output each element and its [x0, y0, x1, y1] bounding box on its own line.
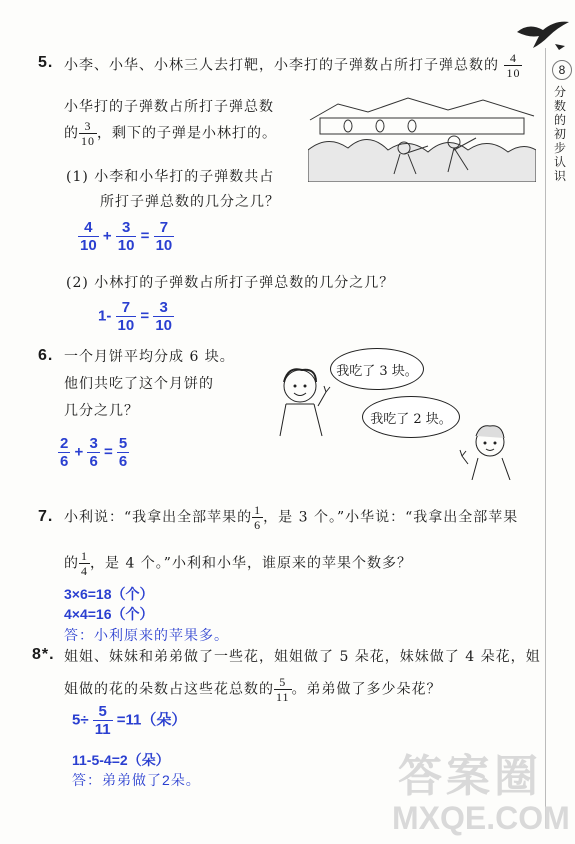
q8-line2: 姐做的花的朵数占这些花总数的 $\frac{5}{11}$ 。弟弟做了多少朵花？ — [64, 675, 442, 704]
q7-answer-1: 3×6=18（个） — [64, 586, 154, 602]
q8-fraction: $\frac{5}{11}$ — [276, 675, 290, 704]
q8-line1: 姐姐、妹妹和弟弟做了一些花，姐姐做了 5 朵花，妹妹做了 4 朵花，姐 — [64, 649, 541, 665]
q5-line2b: 的 $\frac{3}{10}$ ，剩下的子弹是小林打的。 — [64, 119, 277, 148]
girl-illustration — [456, 418, 522, 480]
q6-number: 6. — [38, 347, 54, 364]
bird-icon — [515, 18, 571, 54]
q5-sub1-b: 所打子弹总数的几分之几？ — [100, 194, 280, 210]
q7-number: 7. — [38, 508, 54, 525]
q7-answer-2: 4×4=16（个） — [64, 606, 154, 622]
shooting-range-illustration — [308, 90, 536, 182]
q7-line2: 的 $\frac{1}{4}$ ，是 4 个。”小利和小华，谁原来的苹果个数多？ — [64, 549, 412, 578]
q5-fraction-1: $\frac{4}{10}$ — [506, 51, 521, 80]
chapter-number: 8 — [552, 60, 572, 80]
watermark-url: MXQE.COM — [392, 800, 570, 836]
q5-fraction-2: $\frac{3}{10}$ — [81, 119, 95, 148]
q7-fraction-2: $\frac{1}{4}$ — [81, 549, 88, 578]
q8-answer-1: 5÷ $\frac{5}{11}$ =11（朵） — [72, 703, 187, 738]
q5-sub2: (2) 小林打的子弹数占所打子弹总数的几分之几？ — [66, 275, 395, 291]
q5-line2a: 小华打的子弹数占所打子弹总数 — [64, 99, 274, 115]
watermark-text: 答案圈 — [398, 752, 542, 801]
q5-number: 5. — [38, 54, 54, 71]
q7-fraction-1: $\frac{1}{6}$ — [254, 503, 262, 532]
q6-answer: $\frac{2}{6}$ + $\frac{3}{6}$ = $\frac{5}{6}$ — [60, 435, 128, 470]
q5-line1: 小李、小华、小林三人去打靶，小李打的子弹数占所打子弹总数的 $\frac{4}{10}$ — [64, 51, 521, 80]
boy-illustration — [272, 362, 336, 438]
q8-answer-2: 11-5-4=2（朵） — [72, 752, 170, 768]
speech-bubble-2: 我吃了 2 块。 — [362, 396, 460, 438]
margin-line — [545, 48, 546, 828]
q6-line1: 一个月饼平均分成 6 块。 — [64, 349, 235, 365]
q6-line2: 他们共吃了这个月饼的 — [64, 376, 214, 392]
q7-answer-3: 答：小利原来的苹果多。 — [64, 627, 229, 643]
speech-bubble-1: 我吃了 3 块。 — [330, 348, 424, 390]
q5-answer-1: $\frac{4}{10}$ + $\frac{3}{10}$ = $\frac{7}{10}$ — [80, 219, 173, 254]
q8-answer-3: 答：弟弟做了2朵。 — [72, 772, 201, 788]
q6-line3: 几分之几？ — [64, 403, 139, 419]
chapter-title: 分数的初步认识 — [554, 85, 567, 183]
q5-answer-2: 1- $\frac{7}{10}$ = $\frac{3}{10}$ — [98, 299, 172, 334]
q7-line1: 小利说：“我拿出全部苹果的 $\frac{1}{6}$ ，是 3 个。”小华说：“我拿出全部苹果 — [64, 503, 519, 532]
q8-number: 8*. — [32, 646, 55, 663]
q5-sub1-a: (1) 小李和小华打的子弹数共占 — [66, 169, 275, 185]
